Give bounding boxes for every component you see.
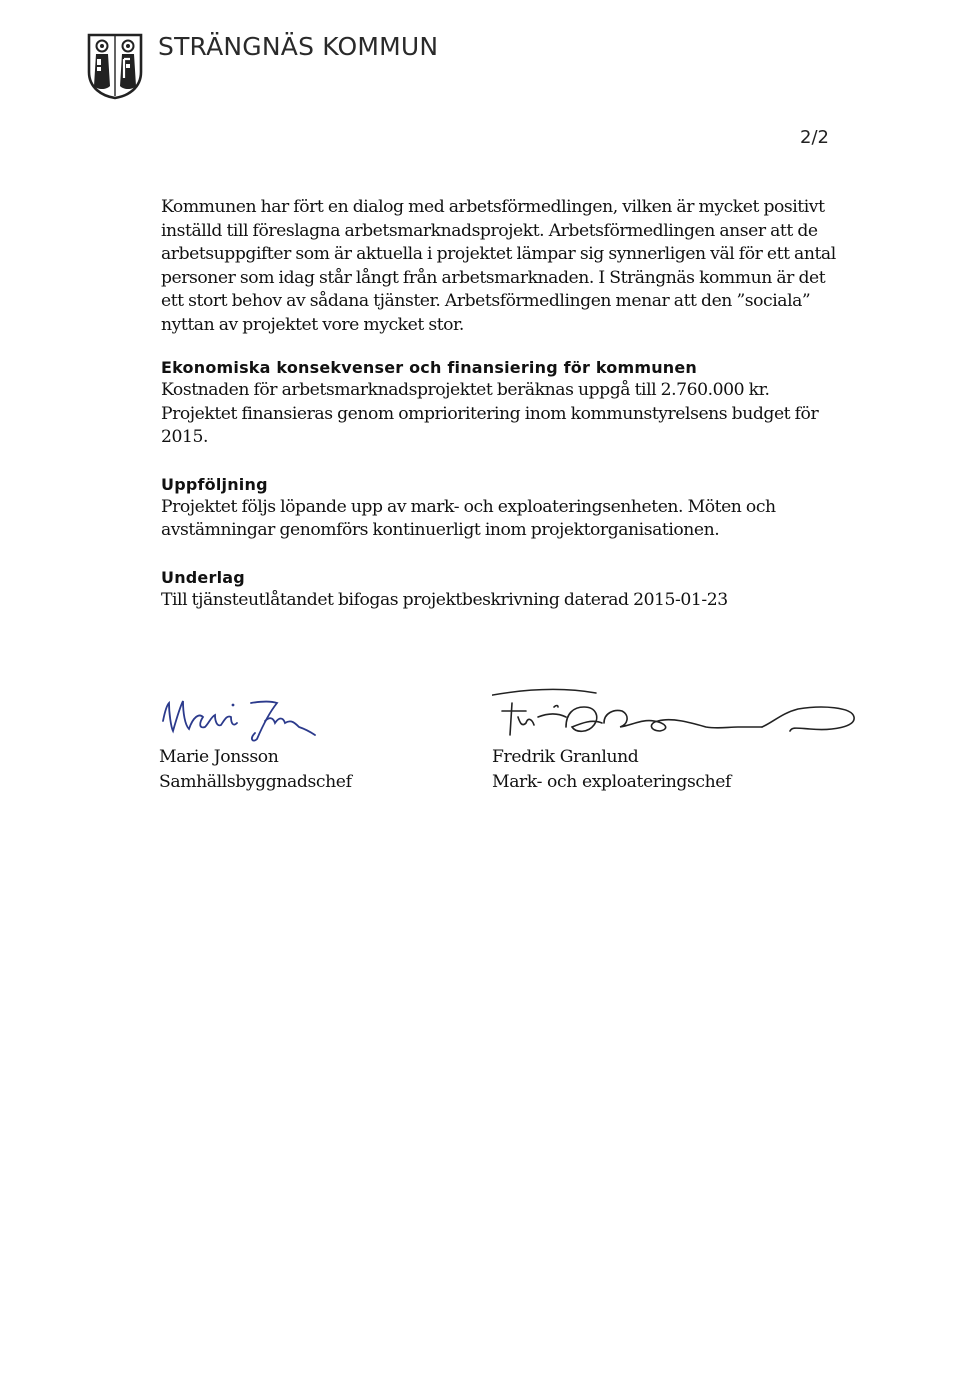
section-heading-finance: Ekonomiska konsekvenser och finansiering för kommunen	[161, 358, 698, 377]
signatory-name: Marie Jonsson	[159, 747, 279, 767]
org-name: STRÄNGNÄS KOMMUN	[158, 32, 439, 61]
text-line: Projektet följs löpande upp av mark- och exploateringsenheten. Möten och	[161, 496, 776, 517]
signature-block-left	[159, 683, 539, 795]
text-line: ett stort behov av sådana tjänster. Arbetsförmedlingen menar att den ”sociala”	[161, 291, 811, 311]
text-line: nyttan av projektet vore mycket stor.	[161, 314, 464, 335]
intro-paragraph	[161, 196, 841, 337]
document-body	[161, 196, 841, 612]
page-number: 2/2	[800, 127, 829, 148]
signatory-title: Samhällsbyggnadschef	[159, 772, 352, 792]
section-heading-followup: Uppföljning	[161, 474, 268, 494]
text-line: Kostnaden för arbetsmarknadsprojektet beräknas uppgå till 2.760.000 kr.	[161, 380, 770, 400]
municipality-coat-of-arms-logo	[86, 32, 144, 100]
section-heading-attachments: Underlag	[161, 567, 245, 587]
text-line: Projektet finansieras genom omprioritering inom kommunstyrelsens budget för	[161, 403, 819, 424]
handwritten-signature-right	[492, 683, 872, 745]
text-line: personer som idag står långt från arbetsmarknaden. I Strängnäs kommun är det	[161, 267, 826, 288]
attachments-paragraph	[161, 589, 841, 613]
finance-paragraph	[161, 379, 841, 450]
text-line: inställd till föreslagna arbetsmarknadsprojekt. Arbetsförmedlingen anser att de	[161, 220, 818, 241]
text-line: Kommunen har fört en dialog med arbetsförmedlingen, vilken är mycket positivt	[161, 197, 825, 217]
followup-paragraph	[161, 496, 841, 543]
text-line: avstämningar genomförs kontinuerligt inom projektorganisationen.	[161, 520, 720, 540]
signature-block-right	[492, 683, 872, 795]
text-line: Till tjänsteutlåtandet bifogas projektbeskrivning daterad 2015-01-23	[161, 589, 728, 610]
handwritten-signature-left	[159, 683, 359, 745]
signatory-title: Mark- och exploateringschef	[492, 772, 732, 792]
text-line: arbetsuppgifter som är aktuella i projektet lämpar sig synnerligen väl för ett antal	[161, 244, 836, 264]
text-line: 2015.	[161, 427, 208, 447]
signatory-name: Fredrik Granlund	[492, 747, 639, 767]
